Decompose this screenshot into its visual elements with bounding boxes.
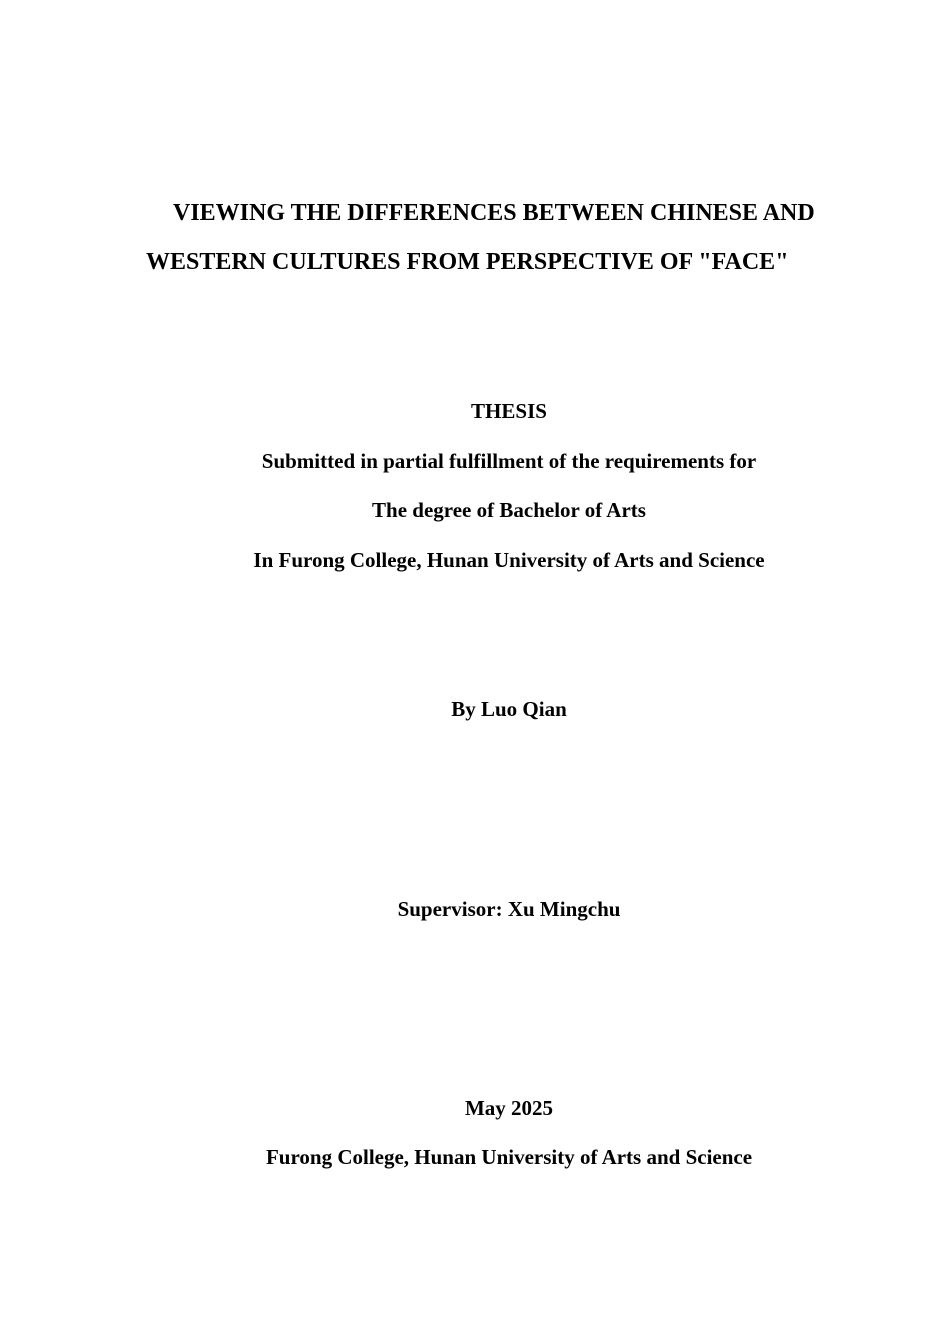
author-name: By Luo Qian bbox=[451, 697, 567, 721]
submission-statement: Submitted in partial fulfillment of the requirements for bbox=[261, 449, 757, 473]
supervisor-name: Supervisor: Xu Mingchu bbox=[397, 897, 621, 921]
thesis-title-line-2: WESTERN CULTURES FROM PERSPECTIVE OF "FACE" bbox=[146, 249, 789, 275]
college-statement: In Furong College, Hunan University of Arts and Science bbox=[253, 548, 765, 572]
thesis-title-line-1: VIEWING THE DIFFERENCES BETWEEN CHINESE AND bbox=[173, 200, 815, 226]
submission-date: May 2025 bbox=[464, 1096, 554, 1120]
degree-statement: The degree of Bachelor of Arts bbox=[372, 498, 646, 522]
institution-name: Furong College, Hunan University of Arts and Science bbox=[265, 1145, 753, 1169]
thesis-heading: THESIS bbox=[471, 399, 547, 423]
